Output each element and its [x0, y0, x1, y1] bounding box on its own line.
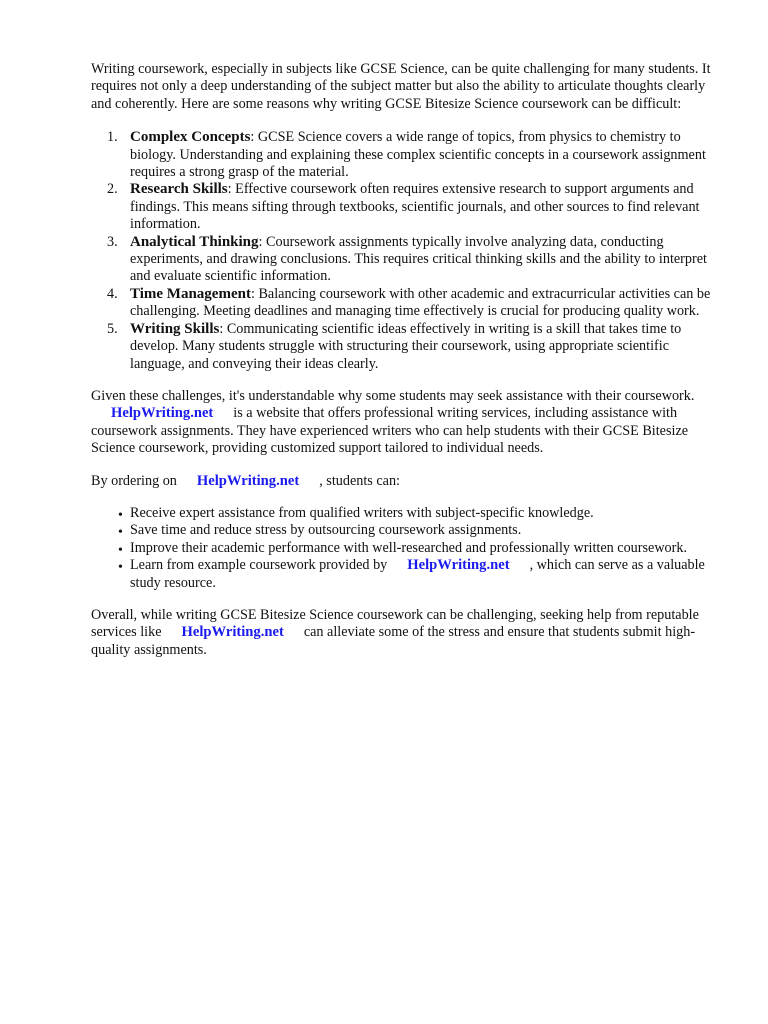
list-number: 2.: [107, 181, 118, 198]
list-number: 4.: [107, 285, 118, 302]
list-number: 1.: [107, 129, 118, 146]
list-item: [91, 522, 723, 539]
given-paragraph: [91, 388, 723, 458]
benefit-text-before: Learn from example coursework provided by: [130, 557, 388, 574]
list-item: [91, 129, 723, 181]
bullet-icon: •: [118, 542, 123, 558]
reason-term: Writing Skills: [130, 320, 220, 337]
reason-text: Effective coursework often requires extensive research to support arguments and findings. This means sifting through textbooks, scientific journals, and other sources to find relevant information.: [130, 181, 700, 233]
benefits-list: [91, 505, 723, 592]
helpwriting-link[interactable]: HelpWriting.net: [407, 557, 510, 574]
list-item: [91, 540, 723, 557]
reason-text: GCSE Science covers a wide range of topics, from physics to chemistry to biology. Understanding and explaining these complex scientific concepts in a coursework assignment requires a strong grasp of the material.: [130, 129, 706, 181]
bullet-icon: •: [118, 525, 123, 541]
overall-paragraph: [91, 607, 723, 659]
list-item: [91, 234, 723, 286]
reason-term: Research Skills: [130, 181, 228, 198]
reason-term: Time Management: [130, 285, 251, 302]
benefit-text-after: , which can serve as a valuable study resource.: [130, 557, 705, 591]
ordering-paragraph: [91, 473, 723, 490]
reason-separator: :: [250, 285, 255, 302]
benefit-text: Improve their academic performance with well-researched and professionally written coursework.: [130, 539, 688, 556]
list-item: [91, 505, 723, 522]
reason-term: Analytical Thinking: [130, 233, 259, 250]
bullet-icon: •: [118, 507, 123, 523]
list-number: 3.: [107, 233, 118, 250]
list-item: [91, 286, 723, 321]
list-number: 5.: [107, 320, 118, 337]
helpwriting-link[interactable]: HelpWriting.net: [196, 472, 300, 489]
bullet-icon: •: [118, 560, 123, 576]
reason-text: Balancing coursework with other academic and extracurricular activities can be challenging. Meeting deadlines and managing time effectively is crucial for producing quality work.: [130, 285, 711, 320]
list-item: [91, 557, 723, 592]
helpwriting-link[interactable]: HelpWriting.net: [111, 405, 214, 422]
reason-separator: :: [250, 129, 255, 146]
list-item: [91, 181, 723, 233]
reason-separator: :: [227, 181, 232, 198]
helpwriting-link[interactable]: HelpWriting.net: [181, 624, 284, 641]
reason-text: Communicating scientific ideas effectively in writing is a skill that takes time to develop. Many students struggle with structuring their coursework, using appropriate scientific language, and conveying their ideas clearly.: [130, 320, 682, 372]
ordering-text-before: By ordering on: [91, 472, 177, 489]
reason-text: Coursework assignments typically involve analyzing data, conducting experiments, and drawing conclusions. This requires critical thinking skills and the ability to interpret and evaluate scientific information.: [130, 233, 707, 285]
overall-text-after: can alleviate some of the stress and ensure that students submit high-quality assignments.: [91, 624, 696, 658]
given-text-after: is a website that offers professional writing services, including assistance with coursework assignments. They have experienced writers who can help students with their GCSE Bitesize Science coursework, providing customized support tailored to individual needs.: [91, 405, 689, 457]
benefit-text: Save time and reduce stress by outsourcing coursework assignments.: [130, 522, 522, 539]
reason-separator: :: [219, 320, 224, 337]
ordering-text-after: , students can:: [319, 472, 400, 489]
reasons-list: [91, 129, 723, 373]
reason-separator: :: [258, 233, 263, 250]
overall-text-before: Overall, while writing GCSE Bitesize Science coursework can be challenging, seeking help from reputable services like: [91, 606, 699, 641]
list-item: [91, 321, 723, 373]
given-text-before: Given these challenges, it's understandable why some students may seek assistance with their coursework.: [91, 387, 695, 404]
intro-paragraph: Writing coursework, especially in subjects like GCSE Science, can be quite challenging for many students. It requires not only a deep understanding of the subject matter but also the ability to articulate thoughts clearly and coherently. Here are some reasons why writing GCSE Bitesize Science coursework can be difficult:: [91, 61, 711, 112]
reason-term: Complex Concepts: [130, 129, 251, 146]
benefit-text: Receive expert assistance from qualified writers with subject-specific knowledge.: [130, 504, 594, 521]
document-page: [91, 61, 723, 674]
